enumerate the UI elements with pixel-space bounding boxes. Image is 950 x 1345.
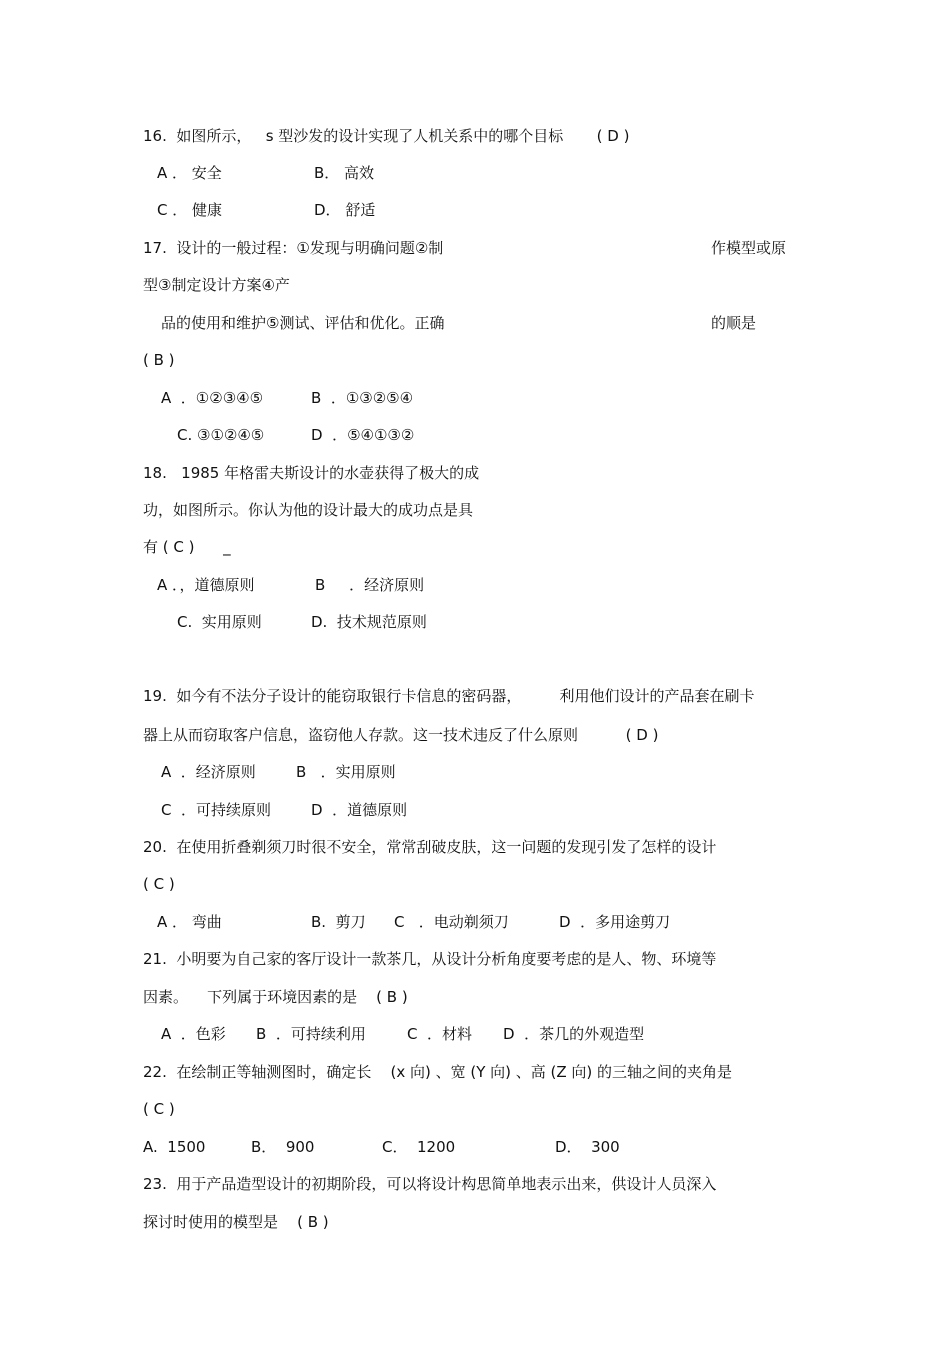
question-19-stem: 器上从而窃取客户信息，盗窃他人存款。这一技术违反了什么原则 ( D ) — [143, 726, 659, 744]
option-a: A ．经济原则 — [161, 763, 256, 781]
option-c: C. ③①②④⑤ — [177, 426, 265, 444]
option-c: C ．可持续原则 — [161, 801, 272, 819]
option-d: D ．茶几的外观造型 — [503, 1025, 645, 1043]
question-17-stem: 的顺是 — [711, 314, 757, 332]
option-b: B ．经济原则 — [315, 576, 425, 594]
option-d: D ．道德原则 — [311, 801, 408, 819]
option-c: C ．电动剃须刀 — [394, 913, 509, 931]
option-b: B ．①③②⑤④ — [311, 389, 414, 407]
option-c: C. 实用原则 — [177, 613, 262, 631]
option-a: A ． 弯曲 — [157, 913, 222, 931]
question-17-stem: 品的使用和维护⑤测试、评估和优化。正确 — [161, 314, 445, 332]
question-19-stem: 19. 如今有不法分子设计的能窃取银行卡信息的密码器， 利用他们设计的产品套在刷卡 — [143, 687, 755, 705]
option-b: B． 900 — [251, 1138, 315, 1156]
question-21-stem: 21. 小明要为自己家的客厅设计一款茶几，从设计分析角度要考虑的是人、物、环境等 — [143, 950, 717, 968]
question-23-stem: 探讨时使用的模型是 ( B ) — [143, 1213, 329, 1231]
option-d: D. 技术规范原则 — [311, 613, 427, 631]
question-18-answer: 有 ( C ) _ — [143, 538, 231, 556]
question-18-stem: 功，如图所示。你认为他的设计最大的成功点是具 — [143, 501, 474, 519]
question-18-stem: 18. 1985 年格雷夫斯设计的水壶获得了极大的成 — [143, 464, 480, 482]
question-17-stem: 作模型或原 — [711, 239, 787, 257]
question-21-stem: 因素。 下列属于环境因素的是 ( B ) — [143, 988, 408, 1006]
question-22-stem: 22. 在绘制正等轴测图时，确定长 (x 向) 、宽 (Y 向) 、高 (Z 向) 的三轴之间的夹角是 — [143, 1063, 733, 1081]
option-d: D ．多用途剪刀 — [559, 913, 671, 931]
option-d: D ．⑤④①③② — [311, 426, 415, 444]
option-a: A ．，道德原则 — [157, 576, 255, 594]
option-a: A ．①②③④⑤ — [161, 389, 264, 407]
option-b: B ．可持续利用 — [256, 1025, 366, 1043]
option-b: B. 剪刀 — [311, 913, 366, 931]
option-d: D． 300 — [555, 1138, 620, 1156]
question-20-stem: 20. 在使用折叠剃须刀时很不安全，常常刮破皮肤，这一问题的发现引发了怎样的设计 — [143, 838, 717, 856]
option-c: C ． 健康 — [157, 201, 223, 219]
option-d: D． 舒适 — [314, 201, 376, 219]
option-a: A ．色彩 — [161, 1025, 226, 1043]
option-b: B． 高效 — [314, 164, 375, 182]
question-17-stem: 17. 设计的一般过程：①发现与明确问题②制 — [143, 239, 444, 257]
question-23-stem: 23. 用于产品造型设计的初期阶段，可以将设计构思简单地表示出来，供设计人员深入 — [143, 1175, 717, 1193]
question-17-stem: 型③制定设计方案④产 — [143, 276, 290, 294]
option-c: C． 1200 — [382, 1138, 456, 1156]
question-17-answer: ( B ) — [143, 351, 175, 369]
option-a: A ． 安全 — [157, 164, 222, 182]
question-20-answer: ( C ) — [143, 875, 175, 893]
option-a: A. 1500 — [143, 1138, 206, 1156]
option-c: C ．材料 — [407, 1025, 473, 1043]
question-16-stem: 16. 如图所示， s 型沙发的设计实现了人机关系中的哪个目标 ( D ) — [143, 127, 630, 145]
question-22-answer: ( C ) — [143, 1100, 175, 1118]
option-b: B ．实用原则 — [296, 763, 396, 781]
